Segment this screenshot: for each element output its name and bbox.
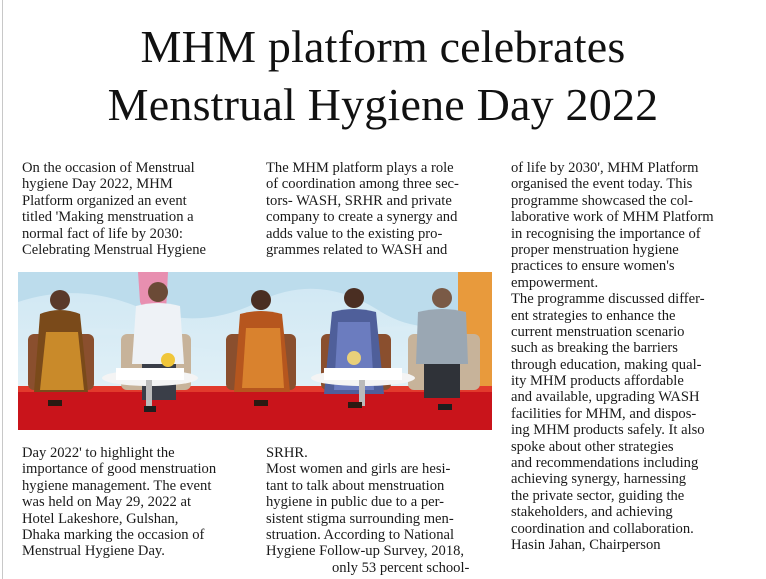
text-line: hygiene in public due to a per- [266, 494, 445, 511]
text-line: practices to ensure women's [511, 258, 675, 275]
column-1-top [22, 160, 250, 258]
text-line: facilities for MHM, and dispos- [511, 405, 697, 422]
text-line: Day 2022' to highlight the [22, 445, 175, 461]
text-line: hygiene Day 2022, MHM [22, 176, 173, 193]
text-line: struation. According to National [266, 526, 455, 543]
text-line: importance of good menstruation [22, 461, 217, 478]
text-line: of coordination among three sec- [266, 176, 459, 193]
text-line: The programme discussed differ- [511, 291, 705, 308]
text-line: empowerment. [511, 274, 599, 291]
column-2-top [266, 160, 494, 258]
article-headline [0, 18, 766, 134]
text-line: Menstrual Hygiene Day. [22, 543, 165, 560]
text-line: Hotel Lakeshore, Gulshan, [22, 510, 179, 527]
text-line: Dhaka marking the occasion of [22, 526, 205, 543]
headline-line-1: MHM platform celebrates [140, 21, 626, 72]
text-line: in recognising the importance of [511, 225, 701, 242]
text-line: titled 'Making menstruation a [22, 209, 194, 226]
text-line: organised the event today. This [511, 176, 693, 193]
text-line: was held on May 29, 2022 at [22, 494, 192, 511]
text-line: laborative work of MHM Platform [511, 209, 714, 226]
text-line: and recommendations including [511, 455, 699, 472]
text-line: of life by 2030', MHM Platform [511, 160, 699, 176]
column-1-bottom [22, 445, 250, 560]
text-line: On the occasion of Menstrual [22, 160, 195, 176]
text-line: and available, upgrading WASH [511, 389, 700, 406]
text-line: through education, making qual- [511, 356, 702, 373]
column-2-bottom [266, 445, 494, 576]
text-line: ity MHM products affordable [511, 373, 684, 390]
text-line: adds value to the existing pro- [266, 225, 443, 242]
text-line: Platform organized an event [22, 192, 187, 209]
text-line: company to create a synergy and [266, 209, 458, 226]
event-photo [18, 272, 492, 430]
text-line: hygiene management. The event [22, 477, 212, 494]
text-line: programme showcased the col- [511, 192, 693, 209]
text-line: the private sector, guiding the [511, 487, 685, 504]
text-line: Hygiene Follow-up Survey, 2018, [266, 543, 465, 560]
text-line: tors- WASH, SRHR and private [266, 192, 452, 209]
text-line: proper menstruation hygiene [511, 241, 679, 258]
text-line: normal fact of life by 2030: [22, 225, 183, 242]
text-line: spoke about other strategies [511, 438, 674, 455]
text-line: such as breaking the barriers [511, 340, 678, 357]
column-3 [511, 160, 751, 553]
text-line: The MHM platform plays a role [266, 160, 454, 176]
text-line: sistent stigma surrounding men- [266, 510, 454, 527]
headline-line-2: Menstrual Hygiene Day 2022 [107, 79, 659, 130]
text-line: tant to talk about menstruation [266, 477, 445, 494]
text-line: ing MHM products safely. It also [511, 422, 705, 439]
text-line: Celebrating Menstrual Hygiene [22, 241, 206, 258]
text-line: ent strategies to enhance the [511, 307, 676, 324]
text-line: Most women and girls are hesi- [266, 461, 451, 478]
text-line: only 53 percent school- [332, 559, 470, 576]
text-line: achieving synergy, harnessing [511, 471, 687, 488]
text-line: current menstruation scenario [511, 323, 685, 340]
text-line: Hasin Jahan, Chairperson [511, 536, 661, 553]
text-line: grammes related to WASH and [266, 241, 448, 258]
text-line: stakeholders, and achieving [511, 504, 673, 521]
text-line: SRHR. [266, 445, 308, 461]
text-line: coordination and collaboration. [511, 520, 694, 537]
